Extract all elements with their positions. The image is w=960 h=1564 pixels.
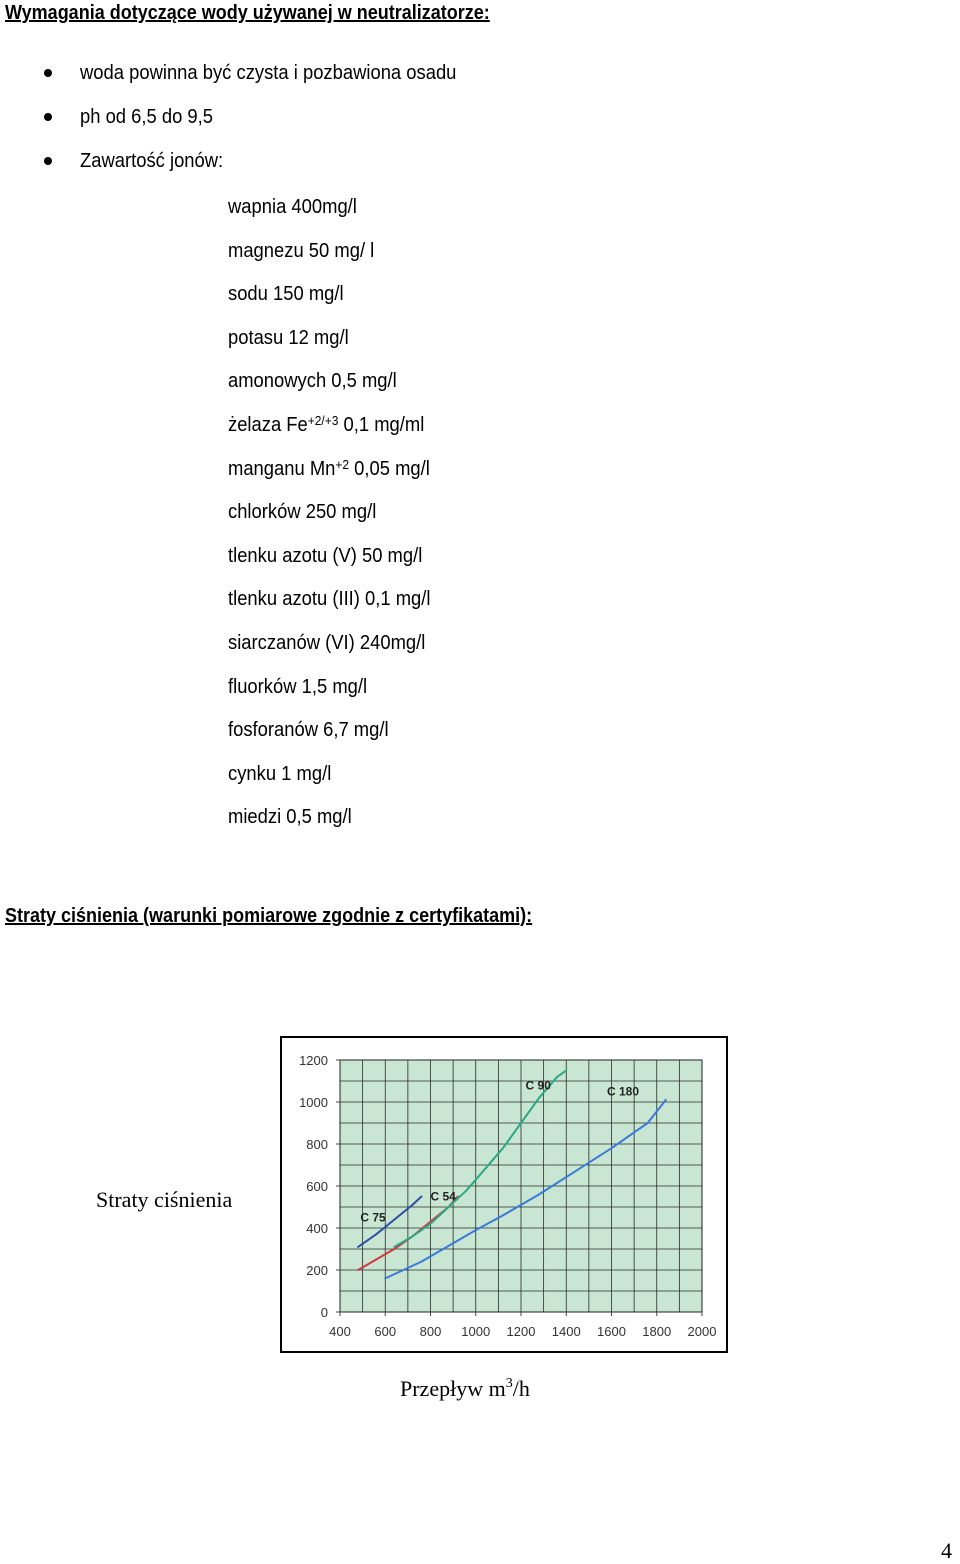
ion-name: sodu 150 mg/l	[228, 283, 344, 306]
ion-item-text	[228, 366, 397, 396]
y-tick-label: 400	[306, 1221, 328, 1236]
ion-item	[228, 759, 448, 803]
chart-x-axis-label	[400, 1376, 530, 1402]
ion-item	[228, 541, 448, 585]
x-axis-label-sup: 3	[505, 1376, 513, 1391]
bullet-icon	[44, 69, 52, 77]
list-item-text: ph od 6,5 do 9,5	[80, 106, 214, 128]
ion-item	[228, 628, 448, 672]
chart-svg	[282, 1038, 726, 1351]
ion-name: tlenku azotu (V) 50 mg/l	[228, 544, 423, 567]
x-tick-label: 1600	[597, 1324, 626, 1339]
x-axis-label-unit: /h	[512, 1376, 530, 1401]
ion-item	[228, 279, 448, 323]
requirements-list	[0, 58, 489, 190]
ion-item-text	[228, 541, 422, 571]
ion-name: wapnia 400mg/l	[228, 196, 357, 218]
ion-name: chlorków 250 mg/l	[228, 501, 377, 524]
list-item-text: Zawartość jonów:	[80, 150, 224, 172]
ion-name: fosforanów 6,7 mg/l	[228, 719, 389, 742]
x-tick-label: 1400	[551, 1324, 581, 1339]
y-tick-label: 1200	[299, 1053, 328, 1068]
ion-value: 0,05 mg/l	[349, 457, 430, 480]
ion-item-text	[228, 323, 349, 353]
ion-item	[228, 410, 448, 454]
x-tick-label: 1200	[506, 1324, 536, 1339]
water-requirements-heading: Wymagania dotyczące wody używanej w neutralizatorze:	[5, 2, 490, 24]
ion-item	[228, 236, 448, 280]
series-label: C 180	[606, 1084, 640, 1099]
x-tick-label: 600	[374, 1324, 397, 1339]
ion-item-text	[228, 279, 344, 309]
y-tick-label: 800	[306, 1137, 328, 1152]
y-tick-label: 1000	[299, 1095, 328, 1110]
ion-name: żelaza Fe	[228, 413, 308, 436]
list-item-text: woda powinna być czysta i pozbawiona osadu	[80, 62, 457, 84]
x-tick-label: 400	[329, 1324, 351, 1339]
ion-name: siarczanów (VI) 240mg/l	[228, 631, 426, 654]
list-item	[0, 58, 489, 102]
ion-charge: +2/+3	[307, 412, 339, 428]
series-label: C 75	[360, 1210, 386, 1225]
ion-name: magnezu 50 mg/ l	[228, 239, 375, 262]
x-tick-label: 800	[419, 1324, 442, 1339]
ion-item	[228, 802, 448, 846]
ion-name: cynku 1 mg/l	[228, 762, 332, 785]
ion-name: amonowych 0,5 mg/l	[228, 370, 397, 393]
ion-item	[228, 323, 448, 367]
page-number: 4	[941, 1538, 952, 1563]
ion-item	[228, 454, 448, 498]
ion-item	[228, 192, 448, 236]
ion-value: 0,1 mg/ml	[338, 413, 425, 436]
ion-item-text	[228, 628, 425, 658]
ion-item-text	[228, 454, 430, 484]
ion-item-text	[228, 759, 331, 789]
ion-name: tlenku azotu (III) 0,1 mg/l	[228, 588, 431, 611]
ion-content-list	[228, 192, 448, 846]
ion-name: miedzi 0,5 mg/l	[228, 806, 352, 829]
y-tick-label: 600	[306, 1179, 328, 1194]
x-tick-label: 1000	[461, 1324, 491, 1339]
ion-name: potasu 12 mg/l	[228, 326, 349, 349]
ion-name: fluorków 1,5 mg/l	[228, 675, 368, 698]
ion-item-text	[228, 802, 352, 832]
ion-item-text	[228, 672, 367, 702]
pressure-loss-chart	[280, 1036, 728, 1353]
bullet-icon	[44, 113, 52, 121]
ion-item	[228, 715, 448, 759]
x-tick-label: 2000	[687, 1324, 717, 1339]
series-label: C 90	[525, 1078, 551, 1093]
ion-item	[228, 497, 448, 541]
ion-item-text	[228, 715, 389, 745]
ion-item	[228, 584, 448, 628]
ion-item-text	[228, 192, 357, 222]
ion-name: manganu Mn	[228, 457, 336, 480]
list-item	[0, 146, 489, 190]
x-axis-label-text: Przepływ m	[400, 1376, 506, 1401]
pressure-loss-heading: Straty ciśnienia (warunki pomiarowe zgodnie z certyfikatami):	[5, 905, 533, 927]
bullet-icon	[44, 157, 52, 165]
ion-item	[228, 366, 448, 410]
ion-charge: +2	[335, 456, 350, 472]
ion-item-text	[228, 236, 374, 266]
series-label: C 54	[430, 1189, 456, 1204]
ion-item-text	[228, 584, 431, 614]
ion-item-text	[228, 410, 424, 440]
x-tick-label: 1800	[642, 1324, 672, 1339]
y-tick-label: 0	[320, 1305, 328, 1320]
y-tick-label: 200	[306, 1263, 328, 1278]
ion-item-text	[228, 497, 376, 527]
list-item	[0, 102, 489, 146]
ion-item	[228, 672, 448, 716]
chart-y-axis-label: Straty ciśnienia	[96, 1187, 233, 1212]
